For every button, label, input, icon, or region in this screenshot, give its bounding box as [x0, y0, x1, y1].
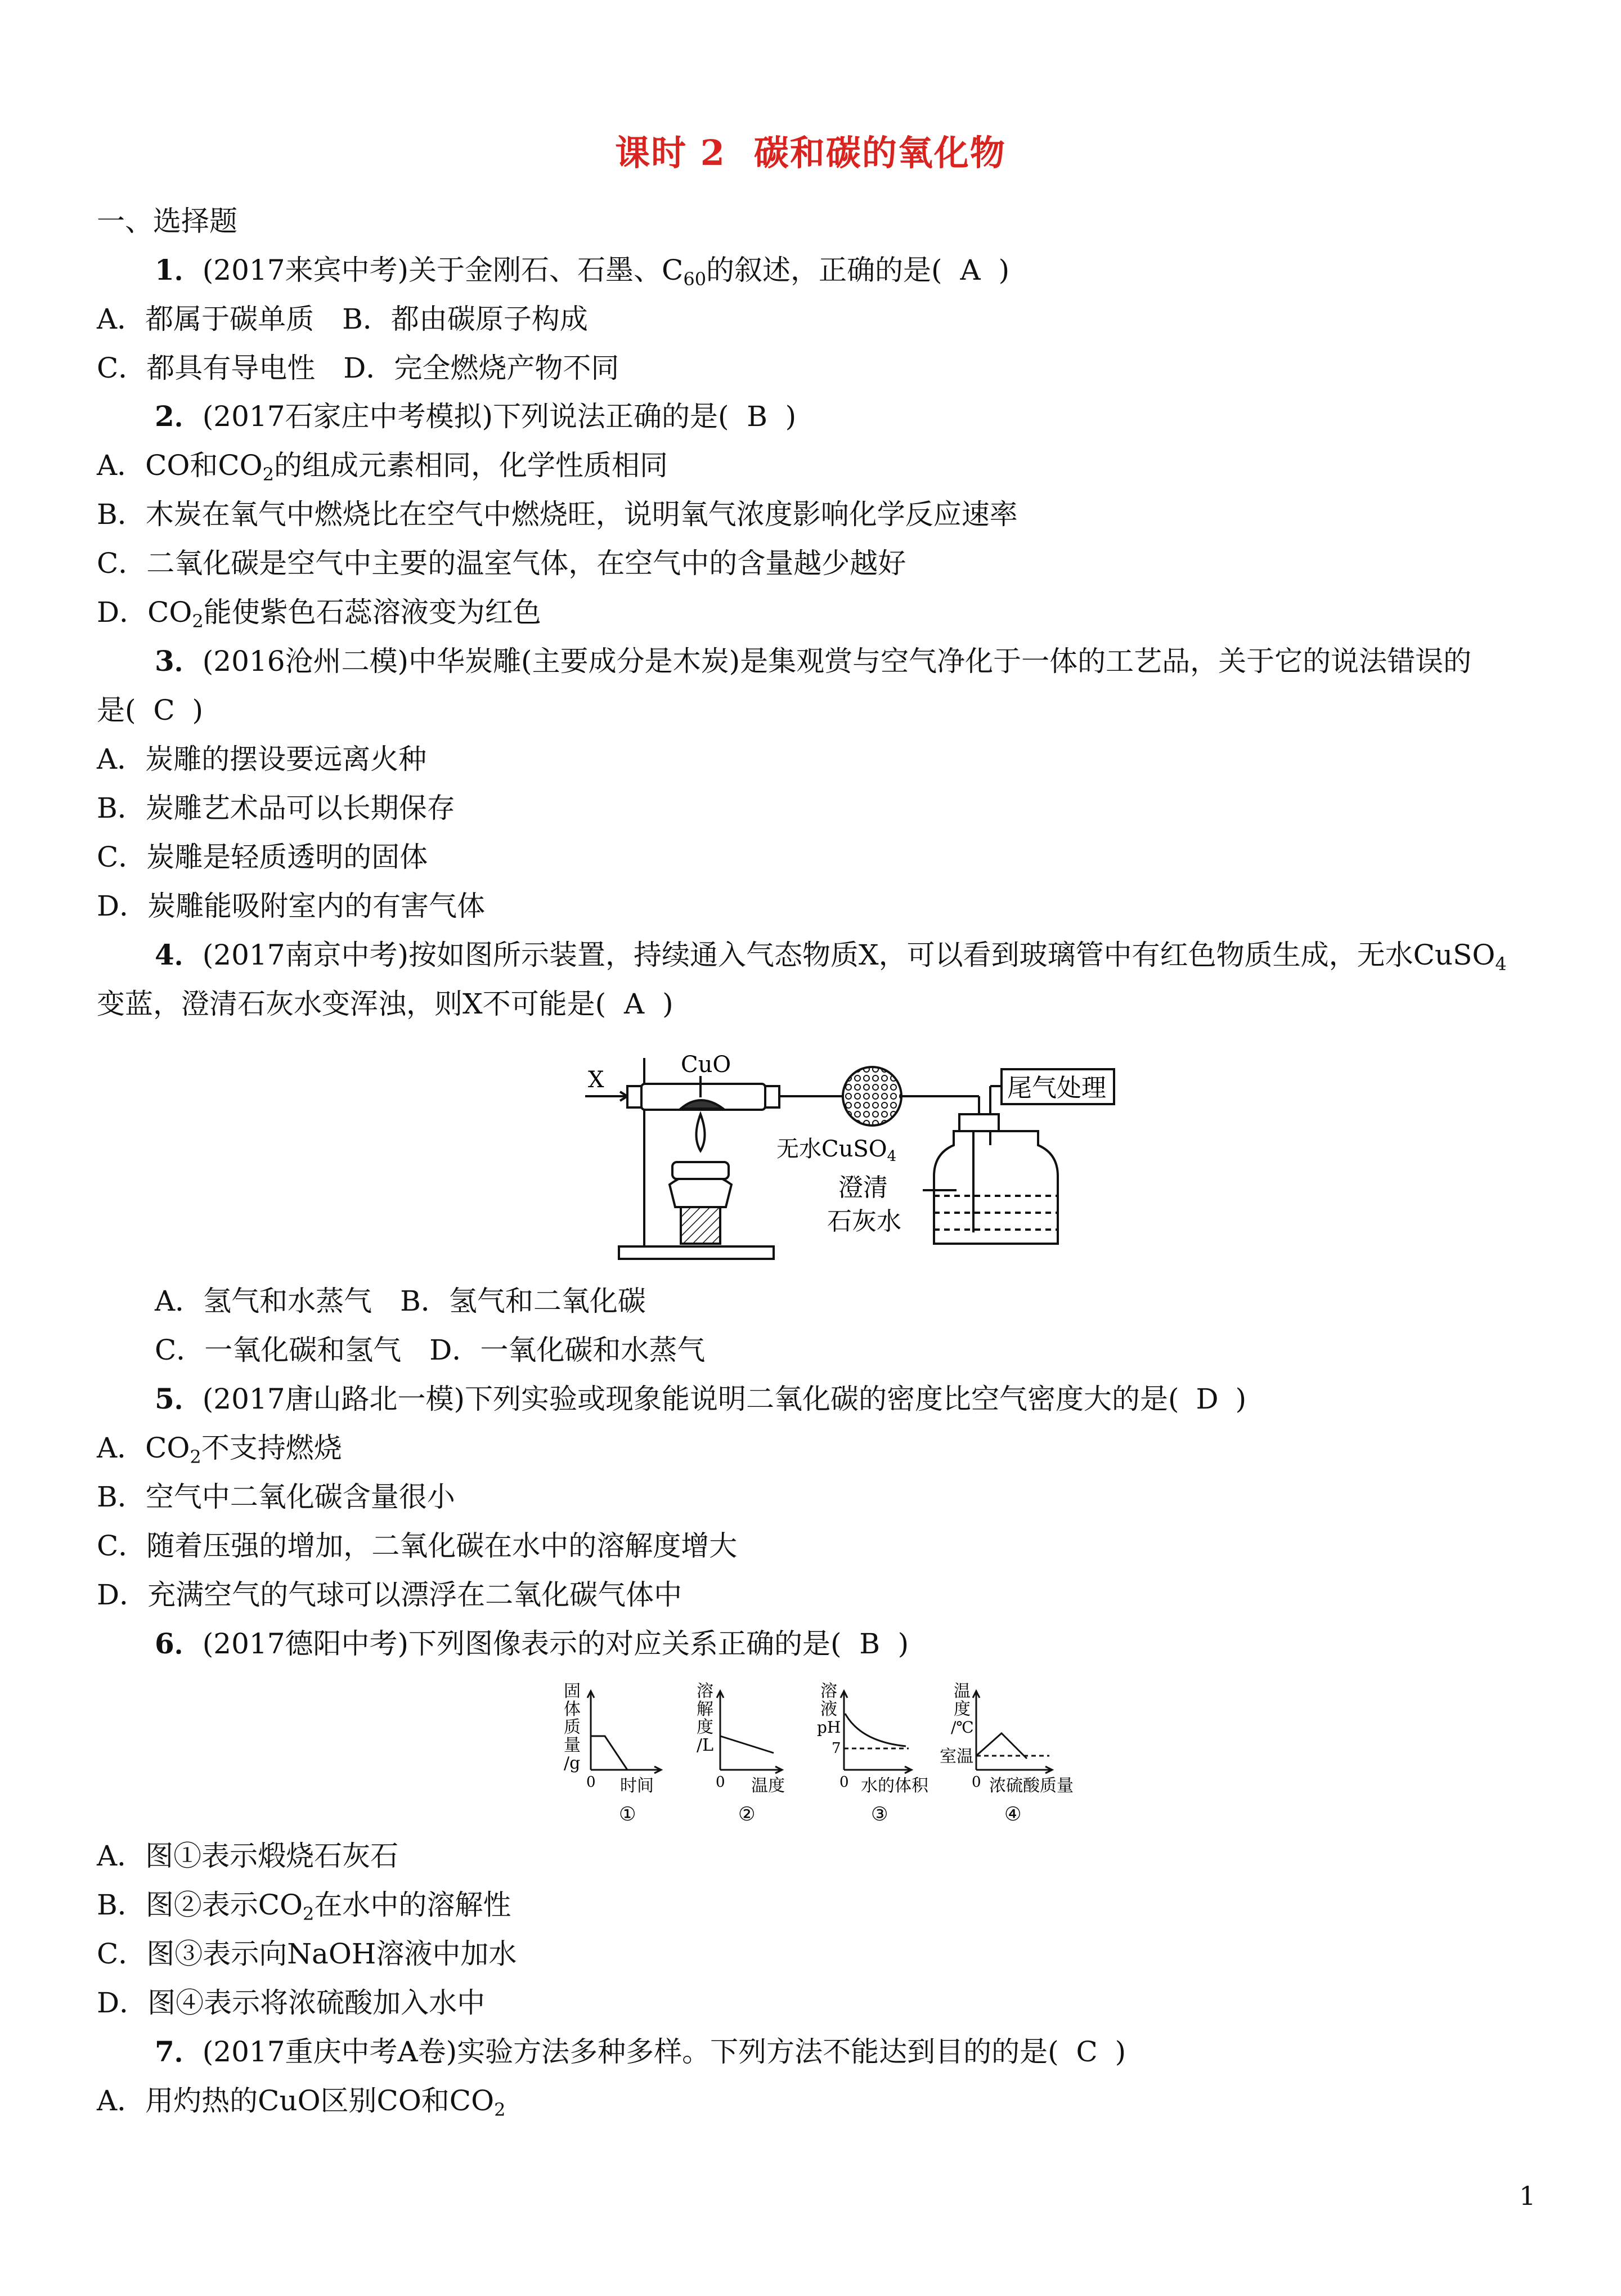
graph-3-xlabel: 水的体积	[861, 1776, 928, 1796]
svg-text:量: 量	[564, 1736, 581, 1755]
graph-4-curve	[976, 1733, 1027, 1759]
graphs-figure	[557, 1680, 1148, 1834]
lesson-number: 课时 2	[615, 132, 726, 173]
svg-text:度: 度	[697, 1717, 713, 1737]
question-2-option-a: A．CO和$CO_2$的组成元素相同，化学性质相同	[97, 449, 668, 485]
question-2-option-b: B．木炭在氧气中燃烧比在空气中燃烧旺，说明氧气浓度影响化学反应速率	[97, 498, 1018, 531]
label-cuo: CuO	[681, 1052, 731, 1078]
question-7-option-a: A．用灼热的CuO区别CO和$CO_2$	[97, 2084, 506, 2120]
label-lime-1: 澄清	[838, 1173, 888, 1202]
svg-text:液: 液	[820, 1699, 837, 1719]
section-heading: 一、选择题	[97, 205, 237, 237]
page-number: 1	[1519, 2181, 1536, 2211]
graph-2	[717, 1691, 782, 1773]
question-3-stem-line2: 是( C )	[97, 694, 204, 727]
graph-4-ylabel: 温	[954, 1681, 971, 1701]
svg-text:度: 度	[954, 1699, 971, 1719]
question-2-option-c: C．二氧化碳是空气中主要的温室气体，在空气中的含量越少越好	[97, 547, 906, 580]
label-lime-2: 石灰水	[827, 1207, 901, 1236]
question-7-stem: 7．(2017重庆中考A卷)实验方法多种多样。下列方法不能达到目的的是( C )	[155, 2035, 1126, 2068]
question-3-option-b: B．炭雕艺术品可以长期保存	[97, 792, 455, 824]
question-6-answer: B	[859, 1627, 880, 1660]
svg-text:/℃: /℃	[951, 1718, 974, 1737]
question-7-answer: C	[1076, 2035, 1098, 2068]
question-3-option-a: A．炭雕的摆设要远离火种	[97, 743, 427, 775]
question-5-option-b: B．空气中二氧化碳含量很小	[97, 1481, 455, 1513]
apparatus-figure	[574, 1047, 1125, 1268]
question-3-stem-line1: 3．(2016沧州二模)中华炭雕(主要成分是木炭)是集观赏与空气净化于一体的工艺品，关于它的说法错误的	[155, 644, 1472, 678]
question-4-options-ab: A．氢气和水蒸气 B．氢气和二氧化碳	[155, 1285, 646, 1317]
question-2-answer: B	[747, 400, 767, 433]
question-5-option-c: C．随着压强的增加，二氧化碳在水中的溶解度增大	[97, 1530, 738, 1562]
svg-text:体: 体	[564, 1699, 581, 1719]
graph-1-xlabel: 时间	[620, 1776, 654, 1796]
graph-2-curve	[720, 1736, 774, 1753]
flame	[697, 1114, 705, 1151]
question-6-stem: 6．(2017德阳中考)下列图像表示的对应关系正确的是( B )	[155, 1627, 909, 1660]
graph-4-caption: ④	[1004, 1803, 1022, 1826]
question-5-stem: 5．(2017唐山路北一模)下列实验或现象能说明二氧化碳的密度比空气密度大的是( D )	[155, 1382, 1247, 1415]
svg-text:0: 0	[972, 1774, 981, 1791]
svg-text:0: 0	[839, 1774, 849, 1791]
question-6-option-c: C．图③表示向NaOH溶液中加水	[97, 1938, 517, 1970]
page-title	[0, 125, 1621, 175]
question-3-option-c: C．炭雕是轻质透明的固体	[97, 841, 428, 873]
left-stopper	[627, 1086, 641, 1107]
label-tail-gas: 尾气处理	[1007, 1074, 1106, 1102]
graph-4-tick-room-temp: 室温	[940, 1747, 973, 1766]
right-stopper	[765, 1086, 779, 1107]
lime-water-bottle	[934, 1131, 1058, 1244]
graph-2-xlabel: 温度	[751, 1776, 785, 1796]
graph-3-ylabel: 溶	[820, 1681, 837, 1701]
graph-4-xlabel: 浓硫酸质量	[989, 1776, 1074, 1796]
label-x: X	[588, 1067, 604, 1093]
question-6-option-a: A．图①表示煅烧石灰石	[97, 1840, 399, 1872]
graph-3-tick-7: 7	[832, 1740, 841, 1757]
wire-gauze	[672, 1162, 729, 1179]
graph-3-curve	[845, 1714, 906, 1746]
question-4-stem-line2: 变蓝，澄清石灰水变浑浊，则X不可能是( A )	[97, 988, 673, 1020]
graph-1	[587, 1691, 661, 1773]
lesson-topic: 碳和碳的氧化物	[753, 132, 1006, 173]
question-4-stem-line1: 4．(2017南京中考)按如图所示装置，持续通入气态物质X，可以看到玻璃管中有红色物质生成，无水CuSO$_4$	[155, 938, 1507, 975]
graph-1-caption: ①	[619, 1803, 636, 1826]
question-6-option-b: B．图②表示$CO_2$在水中的溶解性	[97, 1889, 511, 1925]
graph-4	[973, 1691, 1052, 1773]
question-2-option-d: D．$CO_2$能使紫色石蕊溶液变为红色	[97, 596, 541, 632]
question-3-answer: C	[153, 694, 175, 727]
lamp-base	[681, 1207, 720, 1244]
graph-1-curve	[591, 1736, 627, 1770]
svg-text:质: 质	[564, 1717, 581, 1737]
label-cuso4: 无水CuSO$_4$	[776, 1136, 897, 1165]
svg-text:0: 0	[586, 1774, 596, 1791]
svg-text:/g: /g	[564, 1754, 581, 1773]
graph-3	[841, 1691, 911, 1773]
question-2-stem: 2．(2017石家庄中考模拟)下列说法正确的是( B )	[155, 400, 797, 433]
bottle-stopper	[959, 1114, 999, 1131]
graph-2-ylabel: 溶	[697, 1681, 713, 1701]
question-3-option-d: D．炭雕能吸附室内的有害气体	[97, 890, 486, 922]
question-1-options-ab: A．都属于碳单质 B．都由碳原子构成	[97, 303, 588, 335]
svg-text:0: 0	[716, 1774, 725, 1791]
question-5-option-d: D．充满空气的气球可以漂浮在二氧化碳气体中	[97, 1578, 682, 1611]
question-5-option-a: A．$CO_2$不支持燃烧	[97, 1432, 342, 1468]
graph-2-caption: ②	[738, 1803, 756, 1826]
question-5-answer: D	[1196, 1383, 1219, 1415]
question-1-options-cd: C．都具有导电性 D．完全燃烧产物不同	[97, 352, 619, 384]
question-1-stem: 1．(2017来宾中考)关于金刚石、石墨、$C_{60}$的叙述，正确的是( A )	[155, 253, 1010, 290]
svg-text:pH: pH	[817, 1718, 841, 1737]
graph-1-ylabel: 固	[564, 1681, 581, 1701]
cuso4-drying-tube	[843, 1067, 901, 1125]
question-4-answer: A	[624, 988, 645, 1020]
svg-text:/L: /L	[697, 1736, 714, 1755]
stand-base	[619, 1246, 774, 1259]
question-6-option-d: D．图④表示将浓硫酸加入水中	[97, 1986, 486, 2019]
question-4-options-cd: C．一氧化碳和氢气 D．一氧化碳和水蒸气	[155, 1334, 706, 1366]
question-1-answer: A	[960, 254, 981, 286]
graph-3-caption: ③	[871, 1803, 888, 1826]
svg-text:解: 解	[697, 1699, 713, 1719]
